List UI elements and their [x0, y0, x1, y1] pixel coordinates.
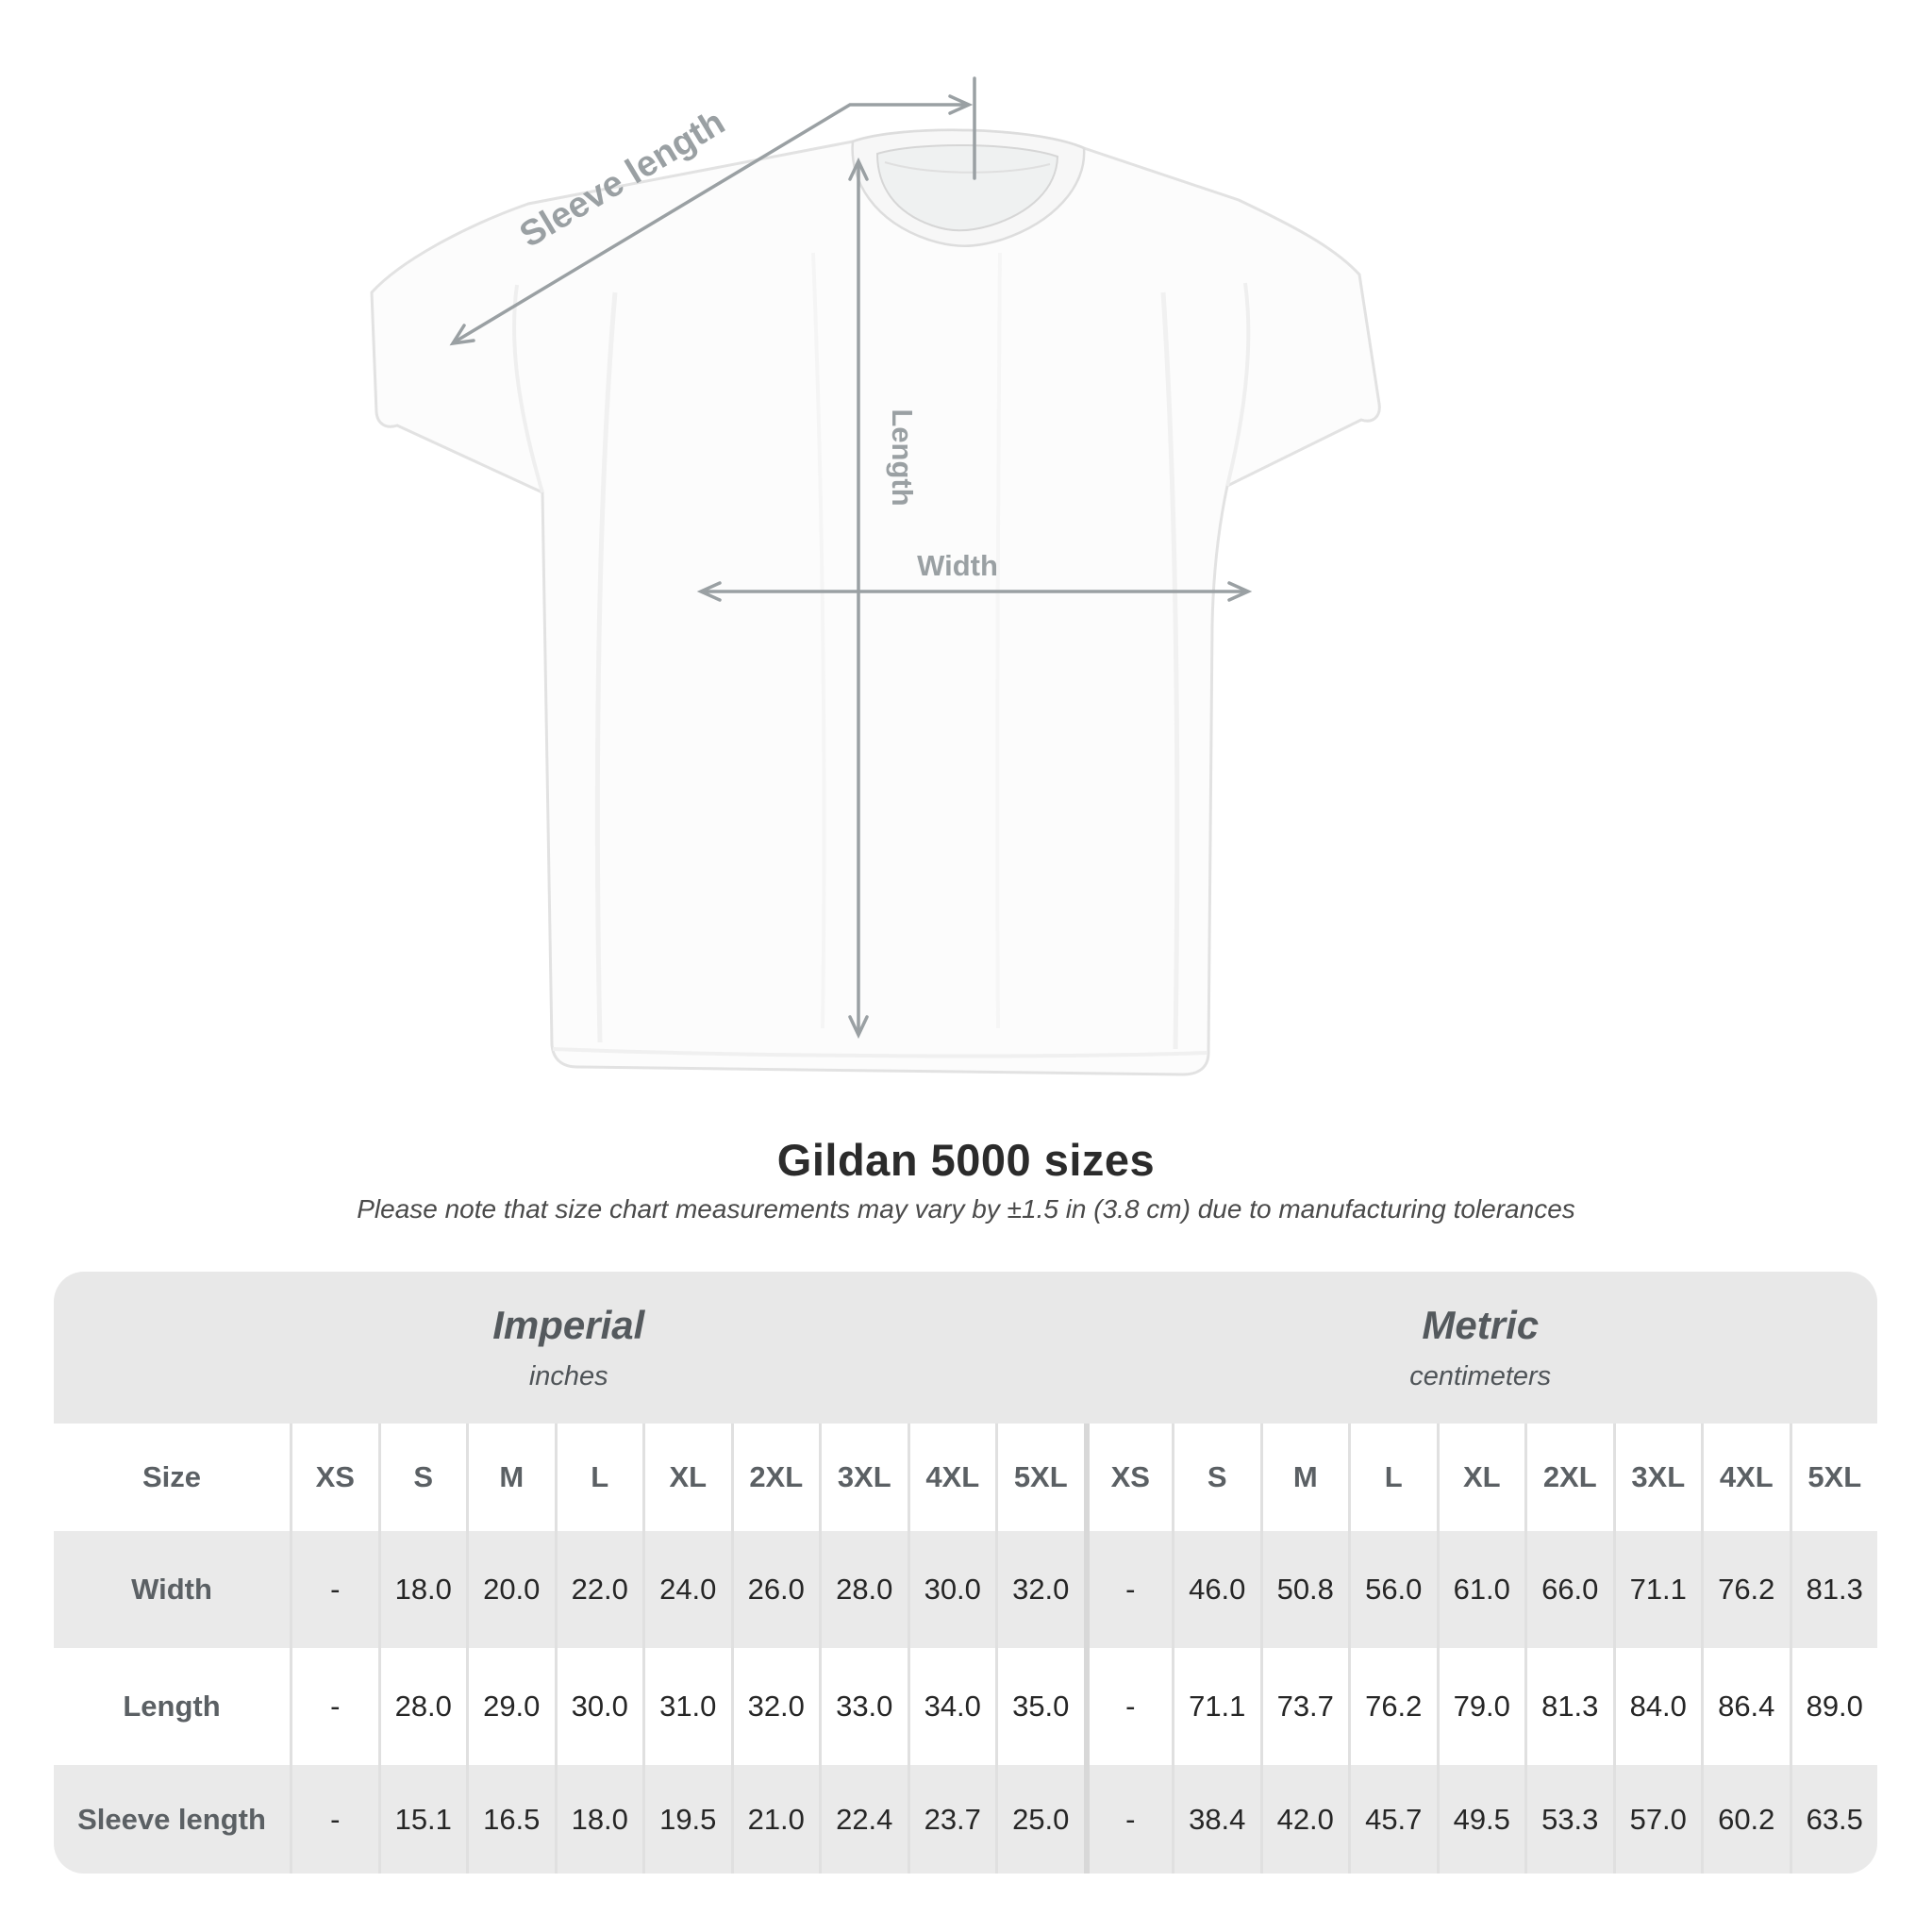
value-metric: 86.4: [1701, 1648, 1790, 1765]
value-imperial: 32.0: [731, 1648, 820, 1765]
value-imperial: -: [290, 1648, 378, 1765]
tshirt-graphic: [372, 130, 1379, 1074]
value-metric: 79.0: [1437, 1648, 1525, 1765]
row-label: Sleeve length: [77, 1802, 266, 1836]
value-imperial: 34.0: [908, 1648, 996, 1765]
value-metric: 63.5: [1790, 1765, 1878, 1874]
value-imperial: 25.0: [995, 1765, 1084, 1874]
value-imperial: 19.5: [642, 1765, 731, 1874]
value-imperial: 21.0: [731, 1765, 820, 1874]
value-metric: 73.7: [1260, 1648, 1349, 1765]
value-imperial: 31.0: [642, 1648, 731, 1765]
size-column-header: Size: [142, 1460, 202, 1493]
size-header-2xl-imperial: 2XL: [731, 1424, 820, 1531]
value-imperial: 30.0: [555, 1648, 643, 1765]
value-imperial: 30.0: [908, 1531, 996, 1648]
value-imperial: 18.0: [378, 1531, 467, 1648]
value-metric: 45.7: [1348, 1765, 1437, 1874]
size-header-row: [54, 1424, 1877, 1531]
size-header-3xl-imperial: 3XL: [819, 1424, 908, 1531]
value-imperial: 18.0: [555, 1765, 643, 1874]
value-imperial: 23.7: [908, 1765, 996, 1874]
size-header-xl-metric: XL: [1437, 1424, 1525, 1531]
value-metric: 49.5: [1437, 1765, 1525, 1874]
value-imperial: 29.0: [466, 1648, 555, 1765]
value-imperial: 26.0: [731, 1531, 820, 1648]
size-header-xs-metric: XS: [1084, 1424, 1173, 1531]
value-metric: 66.0: [1524, 1531, 1613, 1648]
size-header-5xl-metric: 5XL: [1790, 1424, 1878, 1531]
value-metric: 81.3: [1790, 1531, 1878, 1648]
section-name: Imperial: [492, 1303, 645, 1347]
size-header-5xl-imperial: 5XL: [995, 1424, 1084, 1531]
section-unit: centimeters: [1409, 1361, 1552, 1391]
table-row-length: [54, 1648, 1877, 1765]
size-header-2xl-metric: 2XL: [1524, 1424, 1613, 1531]
value-metric: 76.2: [1701, 1531, 1790, 1648]
value-metric: 81.3: [1524, 1648, 1613, 1765]
size-header-3xl-metric: 3XL: [1613, 1424, 1702, 1531]
value-imperial: 16.5: [466, 1765, 555, 1874]
table-row-sleeve-length: [54, 1765, 1877, 1874]
table-row-width: [54, 1531, 1877, 1648]
value-imperial: 28.0: [819, 1531, 908, 1648]
value-imperial: 28.0: [378, 1648, 467, 1765]
value-metric: 50.8: [1260, 1531, 1349, 1648]
tolerance-note: Please note that size chart measurements may vary by ±1.5 in (3.8 cm) due to manufacturing tolerances: [357, 1194, 1575, 1224]
size-header-s-metric: S: [1172, 1424, 1260, 1531]
value-metric: 84.0: [1613, 1648, 1702, 1765]
value-metric: 71.1: [1613, 1531, 1702, 1648]
size-header-xs-imperial: XS: [290, 1424, 378, 1531]
value-imperial: -: [290, 1765, 378, 1874]
value-metric: 60.2: [1701, 1765, 1790, 1874]
size-header-xl-imperial: XL: [642, 1424, 731, 1531]
value-metric: 61.0: [1437, 1531, 1525, 1648]
value-metric: 46.0: [1172, 1531, 1260, 1648]
value-imperial: 22.0: [555, 1531, 643, 1648]
row-label: Width: [131, 1573, 212, 1606]
value-metric: -: [1084, 1648, 1173, 1765]
size-header-l-metric: L: [1348, 1424, 1437, 1531]
value-metric: 38.4: [1172, 1765, 1260, 1874]
units-header-row: [54, 1272, 1877, 1424]
value-metric: 57.0: [1613, 1765, 1702, 1874]
section-unit: inches: [528, 1361, 608, 1391]
section-header-metric: [1084, 1272, 1878, 1424]
sleeve-length-label: Sleeve length: [513, 102, 732, 256]
value-imperial: 20.0: [466, 1531, 555, 1648]
tshirt-body: [372, 130, 1379, 1074]
section-header-imperial: [54, 1272, 1084, 1424]
value-imperial: 22.4: [819, 1765, 908, 1874]
value-imperial: 35.0: [995, 1648, 1084, 1765]
size-header-4xl-metric: 4XL: [1701, 1424, 1790, 1531]
page-title: Gildan 5000 sizes: [776, 1135, 1156, 1185]
value-imperial: 33.0: [819, 1648, 908, 1765]
value-metric: -: [1084, 1765, 1173, 1874]
length-label: Length: [886, 408, 919, 507]
value-imperial: -: [290, 1531, 378, 1648]
value-imperial: 24.0: [642, 1531, 731, 1648]
section-name: Metric: [1422, 1303, 1540, 1347]
size-header-4xl-imperial: 4XL: [908, 1424, 996, 1531]
value-metric: -: [1084, 1531, 1173, 1648]
size-header-m-imperial: M: [466, 1424, 555, 1531]
width-label: Width: [917, 549, 998, 582]
size-header-m-metric: M: [1260, 1424, 1349, 1531]
size-header-s-imperial: S: [378, 1424, 467, 1531]
size-table: [54, 1272, 1877, 1874]
size-header-l-imperial: L: [555, 1424, 643, 1531]
value-metric: 53.3: [1524, 1765, 1613, 1874]
value-metric: 89.0: [1790, 1648, 1878, 1765]
value-imperial: 32.0: [995, 1531, 1084, 1648]
value-imperial: 15.1: [378, 1765, 467, 1874]
value-metric: 71.1: [1172, 1648, 1260, 1765]
value-metric: 56.0: [1348, 1531, 1437, 1648]
row-label: Length: [123, 1690, 221, 1723]
value-metric: 76.2: [1348, 1648, 1437, 1765]
value-metric: 42.0: [1260, 1765, 1349, 1874]
